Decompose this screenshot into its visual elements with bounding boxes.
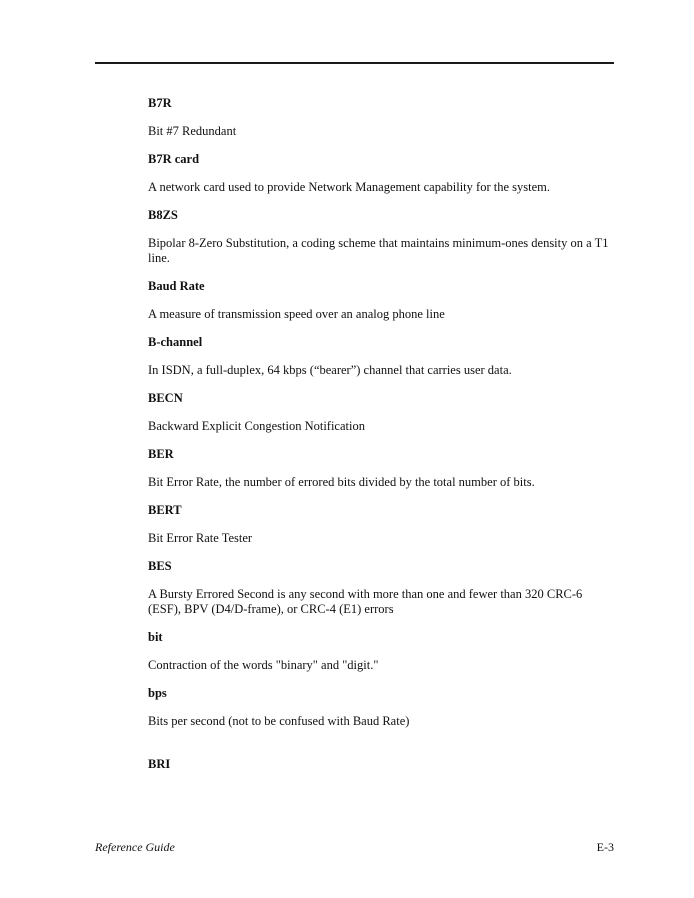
glossary-entry-bri xyxy=(148,757,614,772)
term-definition: Bit #7 Redundant xyxy=(148,124,237,138)
glossary-entry-ber xyxy=(148,447,614,490)
term-definition: Contraction of the words "binary" and "digit." xyxy=(148,658,379,672)
glossary-entry-b7r-card xyxy=(148,152,614,195)
footer-document-title: Reference Guide xyxy=(95,840,175,854)
term-heading: bit xyxy=(148,630,163,644)
header-rule xyxy=(95,62,614,64)
term-heading: B7R xyxy=(148,96,172,110)
term-definition: A Bursty Errored Second is any second with more than one and fewer than 320 CRC-6 (ESF), BPV (D4/D-frame), or CRC-4 (E1) errors xyxy=(148,587,583,616)
glossary-entry-bes xyxy=(148,559,614,617)
term-definition: Bits per second (not to be confused with Baud Rate) xyxy=(148,714,410,728)
term-definition: A network card used to provide Network Management capability for the system. xyxy=(148,180,550,194)
glossary-entry-bit xyxy=(148,630,614,673)
glossary-list xyxy=(148,96,614,785)
footer-page-number: E-3 xyxy=(596,840,614,854)
term-heading: B-channel xyxy=(148,335,203,349)
glossary-entry-baud-rate xyxy=(148,279,614,322)
term-heading: BER xyxy=(148,447,174,461)
term-heading: BES xyxy=(148,559,172,573)
term-heading: B8ZS xyxy=(148,208,178,222)
term-heading: BERT xyxy=(148,503,182,517)
term-definition: Backward Explicit Congestion Notification xyxy=(148,419,365,433)
term-definition: A measure of transmission speed over an analog phone line xyxy=(148,307,445,321)
glossary-entry-bert xyxy=(148,503,614,546)
term-definition: Bit Error Rate Tester xyxy=(148,531,253,545)
term-heading: BECN xyxy=(148,391,183,405)
glossary-entry-b8zs xyxy=(148,208,614,266)
glossary-entry-bps xyxy=(148,686,614,729)
term-definition: In ISDN, a full-duplex, 64 kbps (“bearer”) channel that carries user data. xyxy=(148,363,512,377)
term-heading: BRI xyxy=(148,757,171,771)
glossary-entry-b-channel xyxy=(148,335,614,378)
term-heading: bps xyxy=(148,686,167,700)
glossary-entry-becn xyxy=(148,391,614,434)
term-definition: Bit Error Rate, the number of errored bits divided by the total number of bits. xyxy=(148,475,535,489)
term-heading: Baud Rate xyxy=(148,279,205,293)
term-definition: Bipolar 8-Zero Substitution, a coding scheme that maintains minimum-ones density on a T1 line. xyxy=(148,236,609,265)
glossary-entry-b7r xyxy=(148,96,614,139)
term-heading: B7R card xyxy=(148,152,200,166)
